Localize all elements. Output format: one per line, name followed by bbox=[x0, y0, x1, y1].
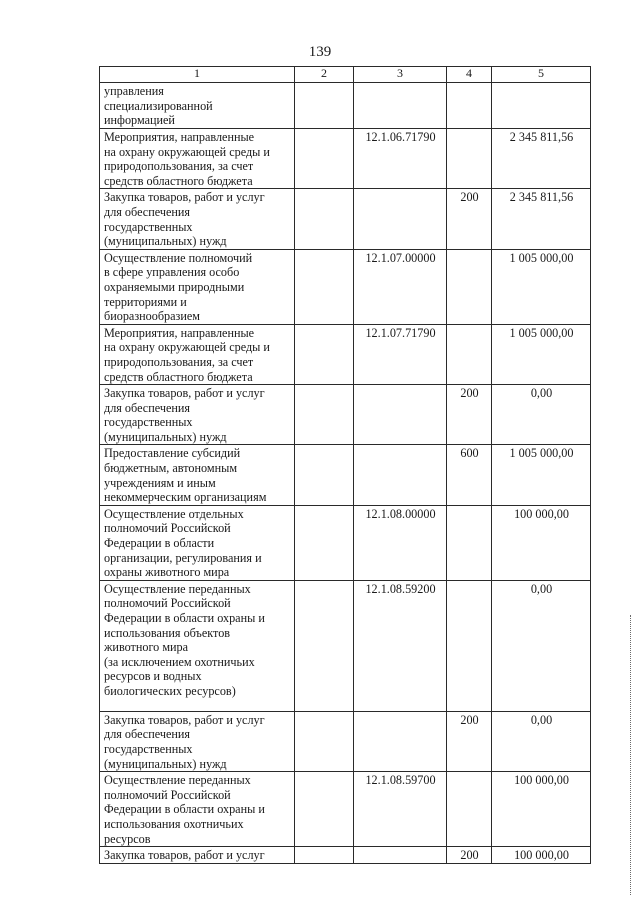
row-code-cell bbox=[354, 445, 447, 505]
row-amount-cell bbox=[492, 83, 591, 129]
row-amount-cell: 0,00 bbox=[492, 385, 591, 445]
table-row bbox=[100, 505, 591, 580]
column-header: 1 bbox=[100, 67, 295, 83]
row-amount-cell: 100 000,00 bbox=[492, 505, 591, 580]
row-code-cell bbox=[354, 711, 447, 771]
row-column2-cell bbox=[295, 83, 354, 129]
table-row bbox=[100, 324, 591, 384]
row-amount-cell: 2 345 811,56 bbox=[492, 189, 591, 249]
row-code-cell bbox=[354, 385, 447, 445]
row-name-cell: Закупка товаров, работ и услуг для обеспечения государственных (муниципальных) нужд bbox=[100, 711, 295, 771]
row-code-cell: 12.1.06.71790 bbox=[354, 129, 447, 189]
table-row bbox=[100, 847, 591, 864]
page-number: 139 bbox=[308, 44, 332, 60]
row-name-cell: управления специализированной информацией bbox=[100, 83, 295, 129]
row-column2-cell bbox=[295, 385, 354, 445]
table-row bbox=[100, 385, 591, 445]
row-code-cell: 12.1.08.59700 bbox=[354, 772, 447, 847]
row-column2-cell bbox=[295, 580, 354, 711]
column-header: 5 bbox=[492, 67, 591, 83]
row-name-cell: Осуществление переданных полномочий Российской Федерации в области охраны и использования охотничьих ресурсов bbox=[100, 772, 295, 847]
row-amount-cell: 100 000,00 bbox=[492, 772, 591, 847]
row-type-cell bbox=[447, 129, 492, 189]
row-column2-cell bbox=[295, 324, 354, 384]
table-row bbox=[100, 711, 591, 771]
row-type-cell bbox=[447, 324, 492, 384]
row-amount-cell: 1 005 000,00 bbox=[492, 249, 591, 324]
row-name-cell: Предоставление субсидий бюджетным, автономным учреждениям и иным некоммерческим организациям bbox=[100, 445, 295, 505]
row-name-cell: Осуществление полномочий в сфере управления особо охраняемыми природными территориями и биоразнообразием bbox=[100, 249, 295, 324]
column-header: 4 bbox=[447, 67, 492, 83]
row-amount-cell: 100 000,00 bbox=[492, 847, 591, 864]
row-type-cell bbox=[447, 580, 492, 711]
column-header: 2 bbox=[295, 67, 354, 83]
row-amount-cell: 2 345 811,56 bbox=[492, 129, 591, 189]
header-row bbox=[100, 67, 591, 83]
row-column2-cell bbox=[295, 445, 354, 505]
row-code-cell: 12.1.07.71790 bbox=[354, 324, 447, 384]
table-row bbox=[100, 580, 591, 711]
table-row bbox=[100, 772, 591, 847]
table-row bbox=[100, 445, 591, 505]
row-code-cell bbox=[354, 847, 447, 864]
row-code-cell bbox=[354, 83, 447, 129]
table-row bbox=[100, 129, 591, 189]
row-code-cell bbox=[354, 189, 447, 249]
row-amount-cell: 1 005 000,00 bbox=[492, 445, 591, 505]
row-column2-cell bbox=[295, 505, 354, 580]
table-row bbox=[100, 189, 591, 249]
row-column2-cell bbox=[295, 772, 354, 847]
row-amount-cell: 0,00 bbox=[492, 711, 591, 771]
row-type-cell: 200 bbox=[447, 189, 492, 249]
row-name-cell: Осуществление отдельных полномочий Российской Федерации в области организации, регулирования и охраны животного мира bbox=[100, 505, 295, 580]
budget-table bbox=[99, 66, 591, 864]
row-type-cell bbox=[447, 505, 492, 580]
row-type-cell bbox=[447, 249, 492, 324]
row-amount-cell: 1 005 000,00 bbox=[492, 324, 591, 384]
row-code-cell: 12.1.08.00000 bbox=[354, 505, 447, 580]
row-code-cell: 12.1.07.00000 bbox=[354, 249, 447, 324]
column-header: 3 bbox=[354, 67, 447, 83]
row-amount-cell: 0,00 bbox=[492, 580, 591, 711]
row-type-cell: 200 bbox=[447, 847, 492, 864]
row-column2-cell bbox=[295, 129, 354, 189]
row-name-cell: Закупка товаров, работ и услуг bbox=[100, 847, 295, 864]
row-column2-cell bbox=[295, 847, 354, 864]
row-column2-cell bbox=[295, 189, 354, 249]
row-type-cell: 200 bbox=[447, 711, 492, 771]
row-name-cell: Мероприятия, направленные на охрану окружающей среды и природопользования, за счет средств областного бюджета bbox=[100, 324, 295, 384]
row-column2-cell bbox=[295, 711, 354, 771]
row-name-cell: Мероприятия, направленные на охрану окружающей среды и природопользования, за счет средств областного бюджета bbox=[100, 129, 295, 189]
row-name-cell: Осуществление переданных полномочий Российской Федерации в области охраны и использования объектов животного мира (за исключением охотничьих ресурсов и водных биологических ресурсов) bbox=[100, 580, 295, 711]
row-code-cell: 12.1.08.59200 bbox=[354, 580, 447, 711]
row-name-cell: Закупка товаров, работ и услуг для обеспечения государственных (муниципальных) нужд bbox=[100, 385, 295, 445]
row-type-cell: 600 bbox=[447, 445, 492, 505]
table-row bbox=[100, 249, 591, 324]
row-type-cell bbox=[447, 772, 492, 847]
binding-mark bbox=[630, 615, 632, 895]
row-type-cell: 200 bbox=[447, 385, 492, 445]
table-row bbox=[100, 83, 591, 129]
row-type-cell bbox=[447, 83, 492, 129]
row-name-cell: Закупка товаров, работ и услуг для обеспечения государственных (муниципальных) нужд bbox=[100, 189, 295, 249]
row-column2-cell bbox=[295, 249, 354, 324]
